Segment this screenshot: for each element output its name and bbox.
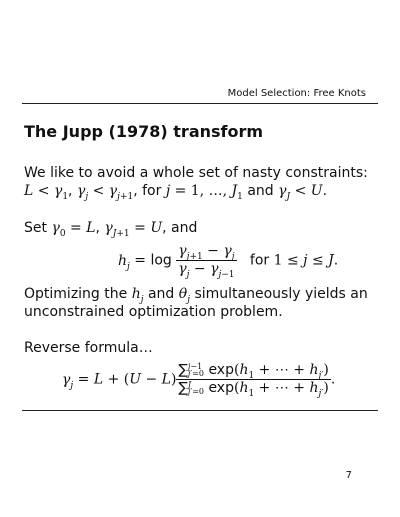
paragraph-1-line-1: We like to avoid a whole set of nasty constraints: <box>24 165 368 181</box>
exp-den: exp <box>208 380 234 396</box>
text-and-3: and <box>143 286 179 302</box>
text-for: , for <box>133 183 166 199</box>
exp-num: exp <box>208 362 234 378</box>
reverse-formula-label: Reverse formula… <box>24 340 153 356</box>
slide-title: The Jupp (1978) transform <box>24 122 264 141</box>
paragraph-1-line-2: $L < \gamma_1$, $\gamma_j < \gamma_{j+1}$, for j = 1, …, $J_1$ and $\gamma_J < U$. <box>24 183 328 202</box>
transform-equation: $h_j = \log$ $\frac{\gamma_{j+1} - \gamma_j}{\gamma_j - \gamma_{j-1}}$ for 1 ≤ j ≤ J. <box>118 243 339 280</box>
header-rule <box>22 103 378 104</box>
text-and-2: , and <box>162 220 198 236</box>
paragraph-3-line-1: Optimizing the $h_j$ and $\theta_j$ simultaneously yields an <box>24 286 368 305</box>
page-number: 7 <box>345 470 352 481</box>
text-optimizing: Optimizing the <box>24 286 132 302</box>
text-and: and <box>242 183 279 199</box>
text-set: Set <box>24 220 52 236</box>
text-for-range: for <box>249 252 274 269</box>
reverse-fraction: ∑j−1 j′=0 $\exp(h_1$ + ⋯ + $h_{j'}$) ∑J j′=0 $\exp(h_1$ + ⋯ + $h_{j'}$) <box>178 362 329 399</box>
paragraph-3-line-2: unconstrained optimization problem. <box>24 304 283 320</box>
paragraph-2-line-1: Set $\gamma_0 = L$, $\gamma_{J+1} = U$, and <box>24 220 198 239</box>
transform-fraction: $\frac{\gamma_{j+1} - \gamma_j}{\gamma_j - \gamma_{j-1}}$ <box>178 243 235 280</box>
reverse-formula-equation: $\gamma_j = L + (U - L)$ ∑j−1 j′=0 $\exp(h_1$ + ⋯ + $h_{j'}$) ∑J j′=0 $\exp(h_1$ + ⋯ + $h_{j'}$) . <box>62 362 336 399</box>
footer-rule <box>22 410 378 411</box>
running-header: Model Selection: Free Knots <box>227 88 366 99</box>
text-simultaneously: simultaneously yields an <box>190 286 368 302</box>
